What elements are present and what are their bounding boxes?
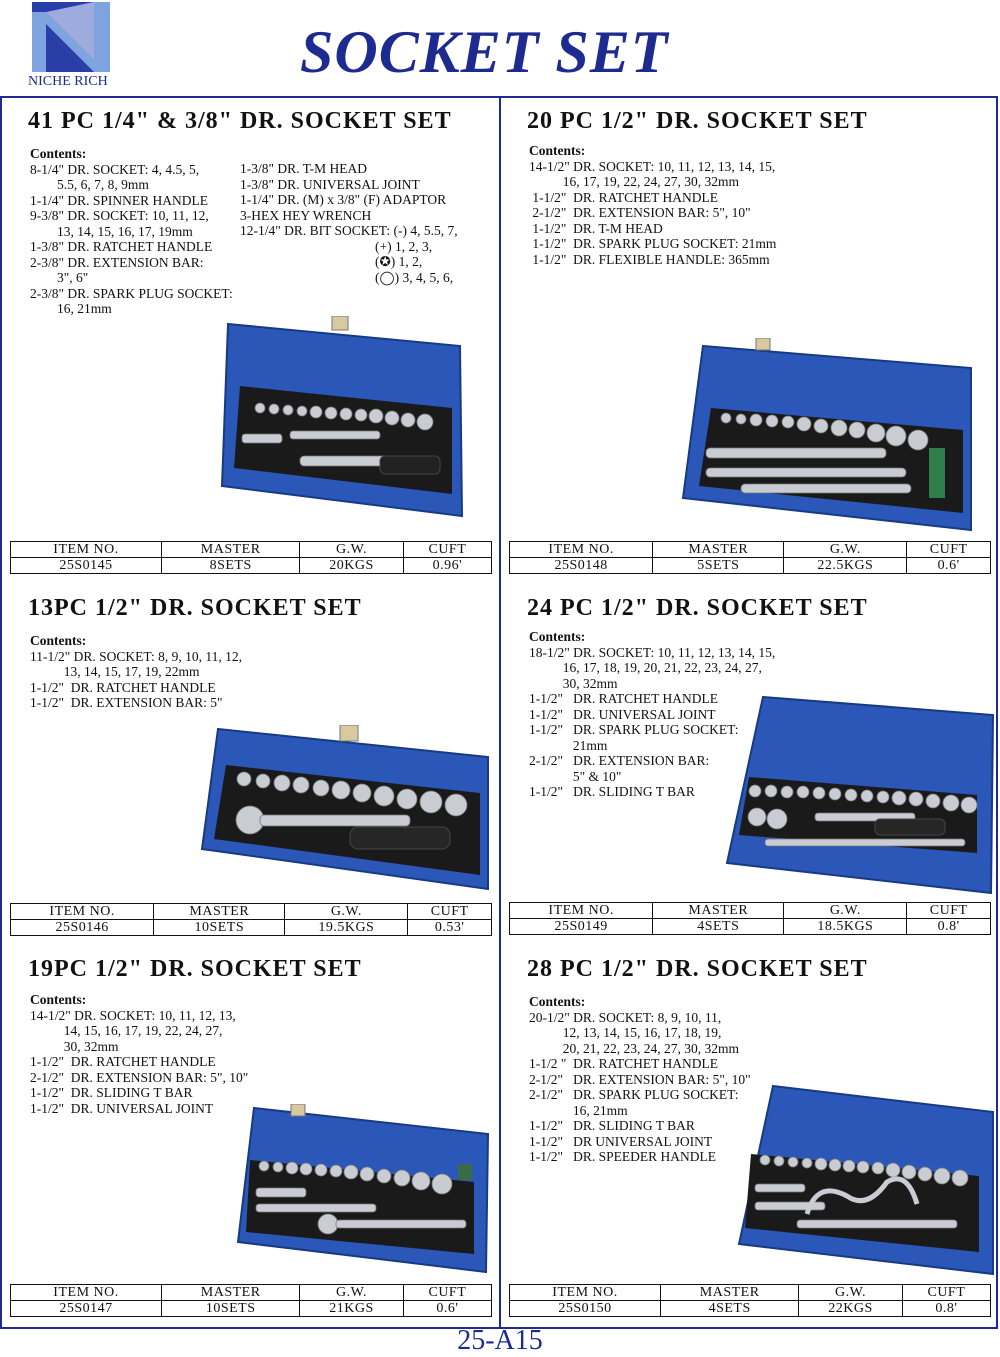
table-header-row [510,903,991,919]
cuft: 0.6' [403,1301,491,1317]
contents-line: 12, 13, 14, 15, 16, 17, 18, 19, [529,1025,722,1040]
spec-table [10,1284,492,1317]
contents-line: 1-3/8" DR. RATCHET HANDLE [30,239,213,254]
table-header: MASTER [653,542,784,558]
contents-line: 1-1/2" DR. SLIDING T BAR [529,784,695,799]
table-header: ITEM NO. [11,1285,162,1301]
contents-line: 30, 32mm [30,1038,119,1054]
product-panel-20pc [501,98,999,583]
contents-label: Contents: [30,633,87,648]
contents-line: 1-1/2" DR. SPEEDER HANDLE [529,1149,717,1164]
table-header: ITEM NO. [510,1285,661,1301]
contents-list [30,146,233,317]
contents-line: 2-1/2" DR. EXTENSION BAR: [529,753,710,768]
table-header: MASTER [162,542,300,558]
product-title: 24 PC 1/2" DR. SOCKET SET [527,595,868,621]
table-header: CUFT [907,903,991,919]
table-header: G.W. [784,542,907,558]
table-header: MASTER [162,1285,300,1301]
master-qty: 10SETS [162,1301,300,1317]
table-row [510,1301,991,1317]
table-row [510,919,991,935]
table-header: ITEM NO. [11,904,154,920]
table-header: MASTER [653,903,784,919]
contents-line: 16, 21mm [30,301,112,316]
contents-label: Contents: [529,629,586,644]
contents-line: 2-1/2" DR. EXTENSION BAR: 5", 10" [529,205,751,220]
table-header: CUFT [408,904,492,920]
table-header: G.W. [285,904,408,920]
table-header: CUFT [403,542,491,558]
table-header-row [510,1285,991,1301]
item-no: 25S0148 [510,558,653,574]
contents-line: 2-1/2" DR. EXTENSION BAR: 5", 10" [30,1069,249,1085]
brand-name: NICHE RICH [28,74,108,89]
product-title: 20 PC 1/2" DR. SOCKET SET [527,108,868,134]
page-title: SOCKET SET [300,19,669,85]
contents-list [529,994,751,1165]
table-header: ITEM NO. [11,542,162,558]
product-photo [220,316,470,526]
gross-weight: 21KGS [300,1301,403,1317]
item-no: 25S0150 [510,1301,661,1317]
contents-line: 12-1/4" DR. BIT SOCKET: (-) 4, 5.5, 7, [240,223,458,238]
product-photo [681,338,976,533]
contents-list-col2 [240,161,458,285]
contents-line: 14-1/2" DR. SOCKET: 10, 11, 12, 13, [30,1007,236,1023]
item-no: 25S0149 [510,919,653,935]
contents-line: 1-1/2" DR. T-M HEAD [529,220,663,236]
contents-line: 1-1/2" DR. FLEXIBLE HANDLE: 365mm [529,251,770,267]
product-panel-24pc [501,585,999,950]
contents-line: 11-1/2" DR. SOCKET: 8, 9, 10, 11, 12, [30,648,242,664]
spec-table [509,902,991,935]
table-header-row [11,1285,492,1301]
spec-table [10,541,492,574]
contents-line: 21mm [529,737,608,753]
contents-line: (✪) 1, 2, [240,254,423,269]
contents-line: 18-1/2" DR. SOCKET: 10, 11, 12, 13, 14, 15, [529,644,776,660]
gross-weight: 19.5KGS [285,920,408,936]
gross-weight: 22.5KGS [784,558,907,574]
contents-line: 1-1/2" DR UNIVERSAL JOINT [529,1133,713,1149]
product-title: 41 PC 1/4" & 3/8" DR. SOCKET SET [28,108,452,134]
table-header: MASTER [154,904,285,920]
contents-line: 1-1/2" DR. UNIVERSAL JOINT [529,706,716,722]
contents-line: (◯) 3, 4, 5, 6, [240,269,454,285]
product-photo [236,1104,491,1274]
socket-case-icon [681,338,976,533]
contents-line: 2-3/8" DR. SPARK PLUG SOCKET: [30,285,233,301]
table-row [11,920,492,936]
product-panel-41pc [2,98,500,583]
contents-line: 1-3/8" DR. UNIVERSAL JOINT [240,176,420,192]
gross-weight: 18.5KGS [784,919,907,935]
contents-line: 3", 6" [30,270,89,285]
contents-line: 14-1/2" DR. SOCKET: 10, 11, 12, 13, 14, 15, [529,158,776,174]
contents-line: 3-HEX HEY WRENCH [240,207,372,223]
page-header [0,0,1000,96]
gross-weight: 20KGS [300,558,403,574]
contents-line: 1-1/2" DR. UNIVERSAL JOINT [30,1100,214,1116]
product-panel-13pc [2,585,500,950]
contents-list [529,143,776,267]
contents-list [30,633,242,711]
table-header-row [11,904,492,920]
contents-line: 16, 17, 18, 19, 20, 21, 22, 23, 24, 27, [529,660,762,675]
contents-line: 1-1/2" DR. EXTENSION BAR: 5" [30,695,223,710]
contents-list [30,992,248,1116]
product-panel-19pc [2,946,500,1324]
table-row [510,558,991,574]
master-qty: 4SETS [653,919,784,935]
contents-line: 5.5, 6, 7, 8, 9mm [30,177,149,192]
contents-line: 1-1/2 " DR. RATCHET HANDLE [529,1056,719,1071]
contents-line: 1-3/8" DR. T-M HEAD [240,161,368,176]
contents-line: 1-1/4" DR. (M) x 3/8" (F) ADAPTOR [240,192,447,207]
product-title: 19PC 1/2" DR. SOCKET SET [28,956,362,982]
niche-rich-logo [28,2,116,94]
contents-line: 1-1/2" DR. RATCHET HANDLE [529,189,719,205]
socket-case-icon [200,725,490,890]
page-number: 25-A15 [457,1325,543,1356]
table-header-row [11,542,492,558]
socket-case-icon [220,316,470,526]
table-header: CUFT [403,1285,491,1301]
gross-weight: 22KGS [799,1301,902,1317]
socket-case-icon [236,1104,491,1274]
table-header: G.W. [784,903,907,919]
contents-line: 1-1/4" DR. SPINNER HANDLE [30,192,209,208]
contents-line: 1-1/2" DR. RATCHET HANDLE [30,679,216,695]
table-header: CUFT [907,542,991,558]
item-no: 25S0145 [11,558,162,574]
cuft: 0.96' [403,558,491,574]
cuft: 0.8' [907,919,991,935]
socket-case-icon [737,1084,995,1276]
contents-line: 8-1/4" DR. SOCKET: 4, 4.5, 5, [30,161,200,177]
item-no: 25S0147 [11,1301,162,1317]
product-photo [200,725,490,890]
table-header: CUFT [902,1285,990,1301]
logo-mark-icon [32,2,110,72]
master-qty: 8SETS [162,558,300,574]
contents-line: 1-1/2" DR. SLIDING T BAR [30,1085,193,1100]
spec-table [509,1284,991,1317]
table-header: ITEM NO. [510,542,653,558]
table-header: G.W. [300,542,403,558]
contents-label: Contents: [30,146,87,161]
product-panel-28pc [501,946,999,1324]
socket-case-icon [725,695,995,895]
contents-line: (+) 1, 2, 3, [240,238,433,254]
cuft: 0.8' [902,1301,990,1317]
contents-line: 2-1/2" DR. SPARK PLUG SOCKET: [529,1087,739,1102]
contents-line: 1-1/2" DR. SPARK PLUG SOCKET: [529,722,739,737]
contents-line: 1-1/2" DR. SLIDING T BAR [529,1118,695,1133]
table-header: MASTER [661,1285,799,1301]
contents-line: 14, 15, 16, 17, 19, 22, 24, 27, [30,1023,223,1038]
table-header: G.W. [799,1285,902,1301]
contents-line: 1-1/2" DR. SPARK PLUG SOCKET: 21mm [529,236,777,251]
contents-line: 16, 17, 19, 22, 24, 27, 30, 32mm [529,174,740,189]
table-header: G.W. [300,1285,403,1301]
product-photo [725,695,995,895]
contents-label: Contents: [529,143,586,158]
product-photo [737,1084,995,1276]
contents-label: Contents: [529,994,586,1009]
spec-table [509,541,991,574]
contents-line: 9-3/8" DR. SOCKET: 10, 11, 12, [30,208,209,223]
contents-label: Contents: [30,992,87,1007]
master-qty: 5SETS [653,558,784,574]
contents-line: 1-1/2" DR. RATCHET HANDLE [529,691,719,706]
contents-line: 20, 21, 22, 23, 24, 27, 30, 32mm [529,1040,740,1056]
contents-line: 13, 14, 15, 17, 19, 22mm [30,664,200,679]
product-title: 28 PC 1/2" DR. SOCKET SET [527,956,868,982]
table-header-row [510,542,991,558]
master-qty: 10SETS [154,920,285,936]
spec-table [10,903,492,936]
table-row [11,1301,492,1317]
contents-line: 13, 14, 15, 16, 17, 19mm [30,223,193,239]
table-row [11,558,492,574]
item-no: 25S0146 [11,920,154,936]
cuft: 0.53' [408,920,492,936]
cuft: 0.6' [907,558,991,574]
master-qty: 4SETS [661,1301,799,1317]
table-header: ITEM NO. [510,903,653,919]
product-title: 13PC 1/2" DR. SOCKET SET [28,595,362,621]
contents-line: 30, 32mm [529,675,618,691]
contents-line: 2-1/2" DR. EXTENSION BAR: 5", 10" [529,1071,751,1087]
contents-line: 1-1/2" DR. RATCHET HANDLE [30,1054,216,1069]
contents-line: 2-3/8" DR. EXTENSION BAR: [30,254,204,270]
contents-line: 20-1/2" DR. SOCKET: 8, 9, 10, 11, [529,1009,722,1025]
contents-line: 5" & 10" [529,768,622,784]
contents-line: 16, 21mm [529,1102,628,1118]
